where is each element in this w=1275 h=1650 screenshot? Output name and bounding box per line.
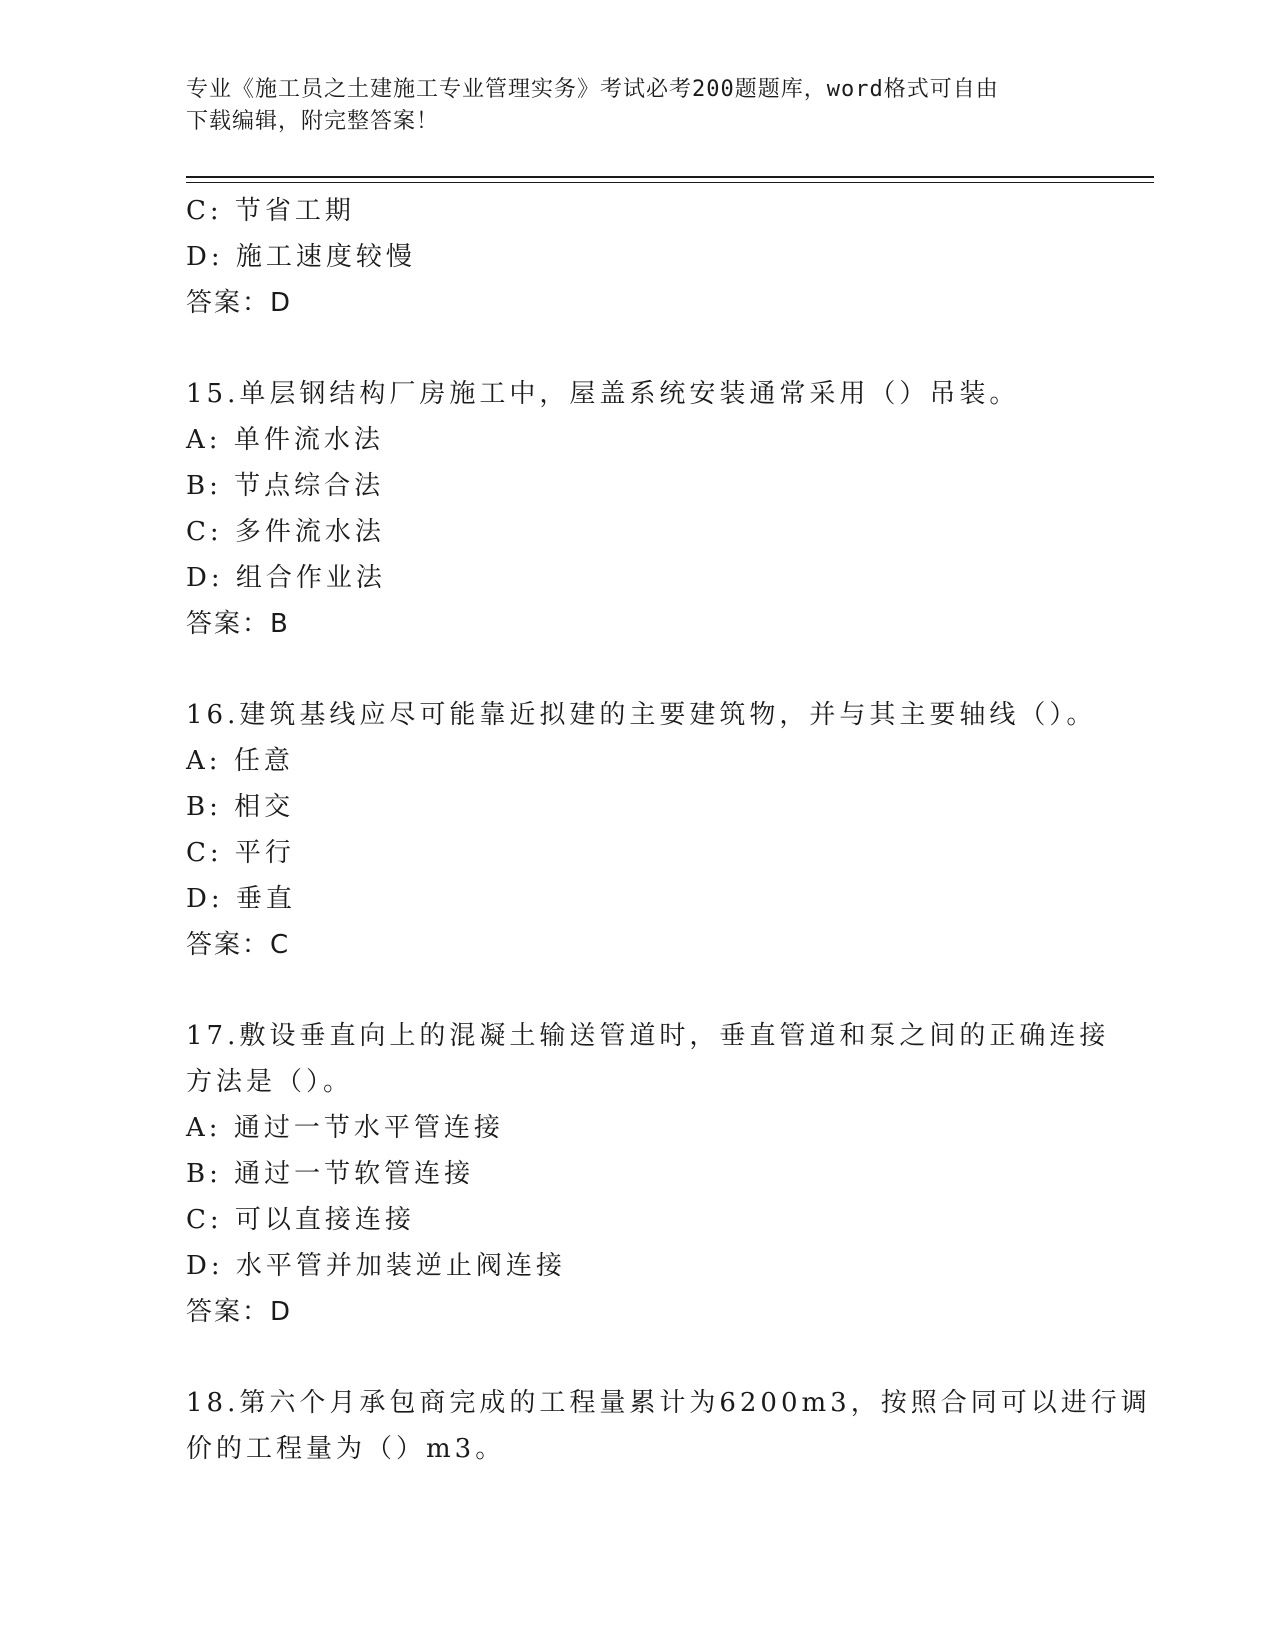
- option-text: 相交: [234, 792, 295, 822]
- option-label: C:: [186, 1205, 223, 1235]
- option-text: 多件流水法: [234, 517, 385, 547]
- option-a: [186, 417, 1086, 463]
- option-a: [186, 738, 1086, 784]
- option-label: C:: [186, 517, 223, 547]
- answer-line: 答案：D: [186, 1297, 293, 1327]
- question-list: [186, 188, 1151, 1472]
- question-14-continued: [186, 188, 1086, 326]
- option-text: 通过一节水平管连接: [233, 1113, 504, 1143]
- header-line-2: 下载编辑，附完整答案！: [186, 109, 440, 134]
- option-text: 水平管并加装逆止阀连接: [235, 1251, 566, 1281]
- option-c: [186, 830, 1086, 876]
- option-text: 通过一节软管连接: [234, 1159, 475, 1189]
- option-d: [186, 555, 1086, 601]
- header-divider-thick: [186, 176, 1154, 178]
- option-label: D:: [186, 563, 224, 593]
- option-label: D:: [186, 884, 224, 914]
- question-16: [186, 692, 1097, 968]
- option-text: 任意: [233, 746, 294, 776]
- option-d: [186, 1243, 1086, 1289]
- question-stem-line-1: 18.第六个月承包商完成的工程量累计为6200m3，按照合同可以进行调: [186, 1388, 1151, 1418]
- option-text: 单件流水法: [233, 425, 384, 455]
- option-label: C:: [186, 196, 223, 226]
- option-text: 节点综合法: [234, 471, 385, 501]
- option-text: 平行: [234, 838, 295, 868]
- option-d: [186, 876, 1086, 922]
- option-text: 可以直接连接: [234, 1205, 415, 1235]
- question-15: [186, 371, 1086, 647]
- question-stem-line-2: 价的工程量为（）m3。: [186, 1434, 506, 1464]
- option-label: D:: [186, 242, 224, 272]
- answer-line: 答案：B: [186, 609, 290, 639]
- header-line-1: 专业《施工员之土建施工专业管理实务》考试必考200题题库，word格式可自由: [186, 77, 999, 102]
- question-stem: 16.建筑基线应尽可能靠近拟建的主要建筑物，并与其主要轴线（）。: [186, 700, 1097, 730]
- option-c: [186, 188, 1086, 234]
- option-text: 施工速度较慢: [235, 242, 416, 272]
- document-header: [186, 74, 1066, 138]
- question-stem-line-1: 17.敷设垂直向上的混凝土输送管道时，垂直管道和泵之间的正确连接: [186, 1021, 1110, 1051]
- answer-line: 答案：D: [186, 288, 293, 318]
- option-c: [186, 509, 1086, 555]
- question-17: [186, 1013, 1110, 1335]
- option-label: C:: [186, 838, 223, 868]
- option-text: 垂直: [235, 884, 296, 914]
- option-a: [186, 1105, 1086, 1151]
- option-d: [186, 234, 1086, 280]
- option-b: [186, 784, 1086, 830]
- answer-line: 答案：C: [186, 930, 291, 960]
- header-divider-thin: [186, 182, 1154, 183]
- option-label: B:: [186, 792, 222, 822]
- option-label: B:: [186, 471, 222, 501]
- question-18: [186, 1380, 1151, 1472]
- question-stem: 15.单层钢结构厂房施工中，屋盖系统安装通常采用（）吊装。: [186, 379, 1020, 409]
- option-label: B:: [186, 1159, 222, 1189]
- option-b: [186, 463, 1086, 509]
- option-c: [186, 1197, 1086, 1243]
- option-label: D:: [186, 1251, 224, 1281]
- option-label: A:: [186, 425, 222, 455]
- option-text: 组合作业法: [235, 563, 386, 593]
- option-label: A:: [186, 746, 222, 776]
- option-b: [186, 1151, 1086, 1197]
- option-label: A:: [186, 1113, 222, 1143]
- question-stem-line-2: 方法是（）。: [186, 1067, 354, 1097]
- option-text: 节省工期: [234, 196, 355, 226]
